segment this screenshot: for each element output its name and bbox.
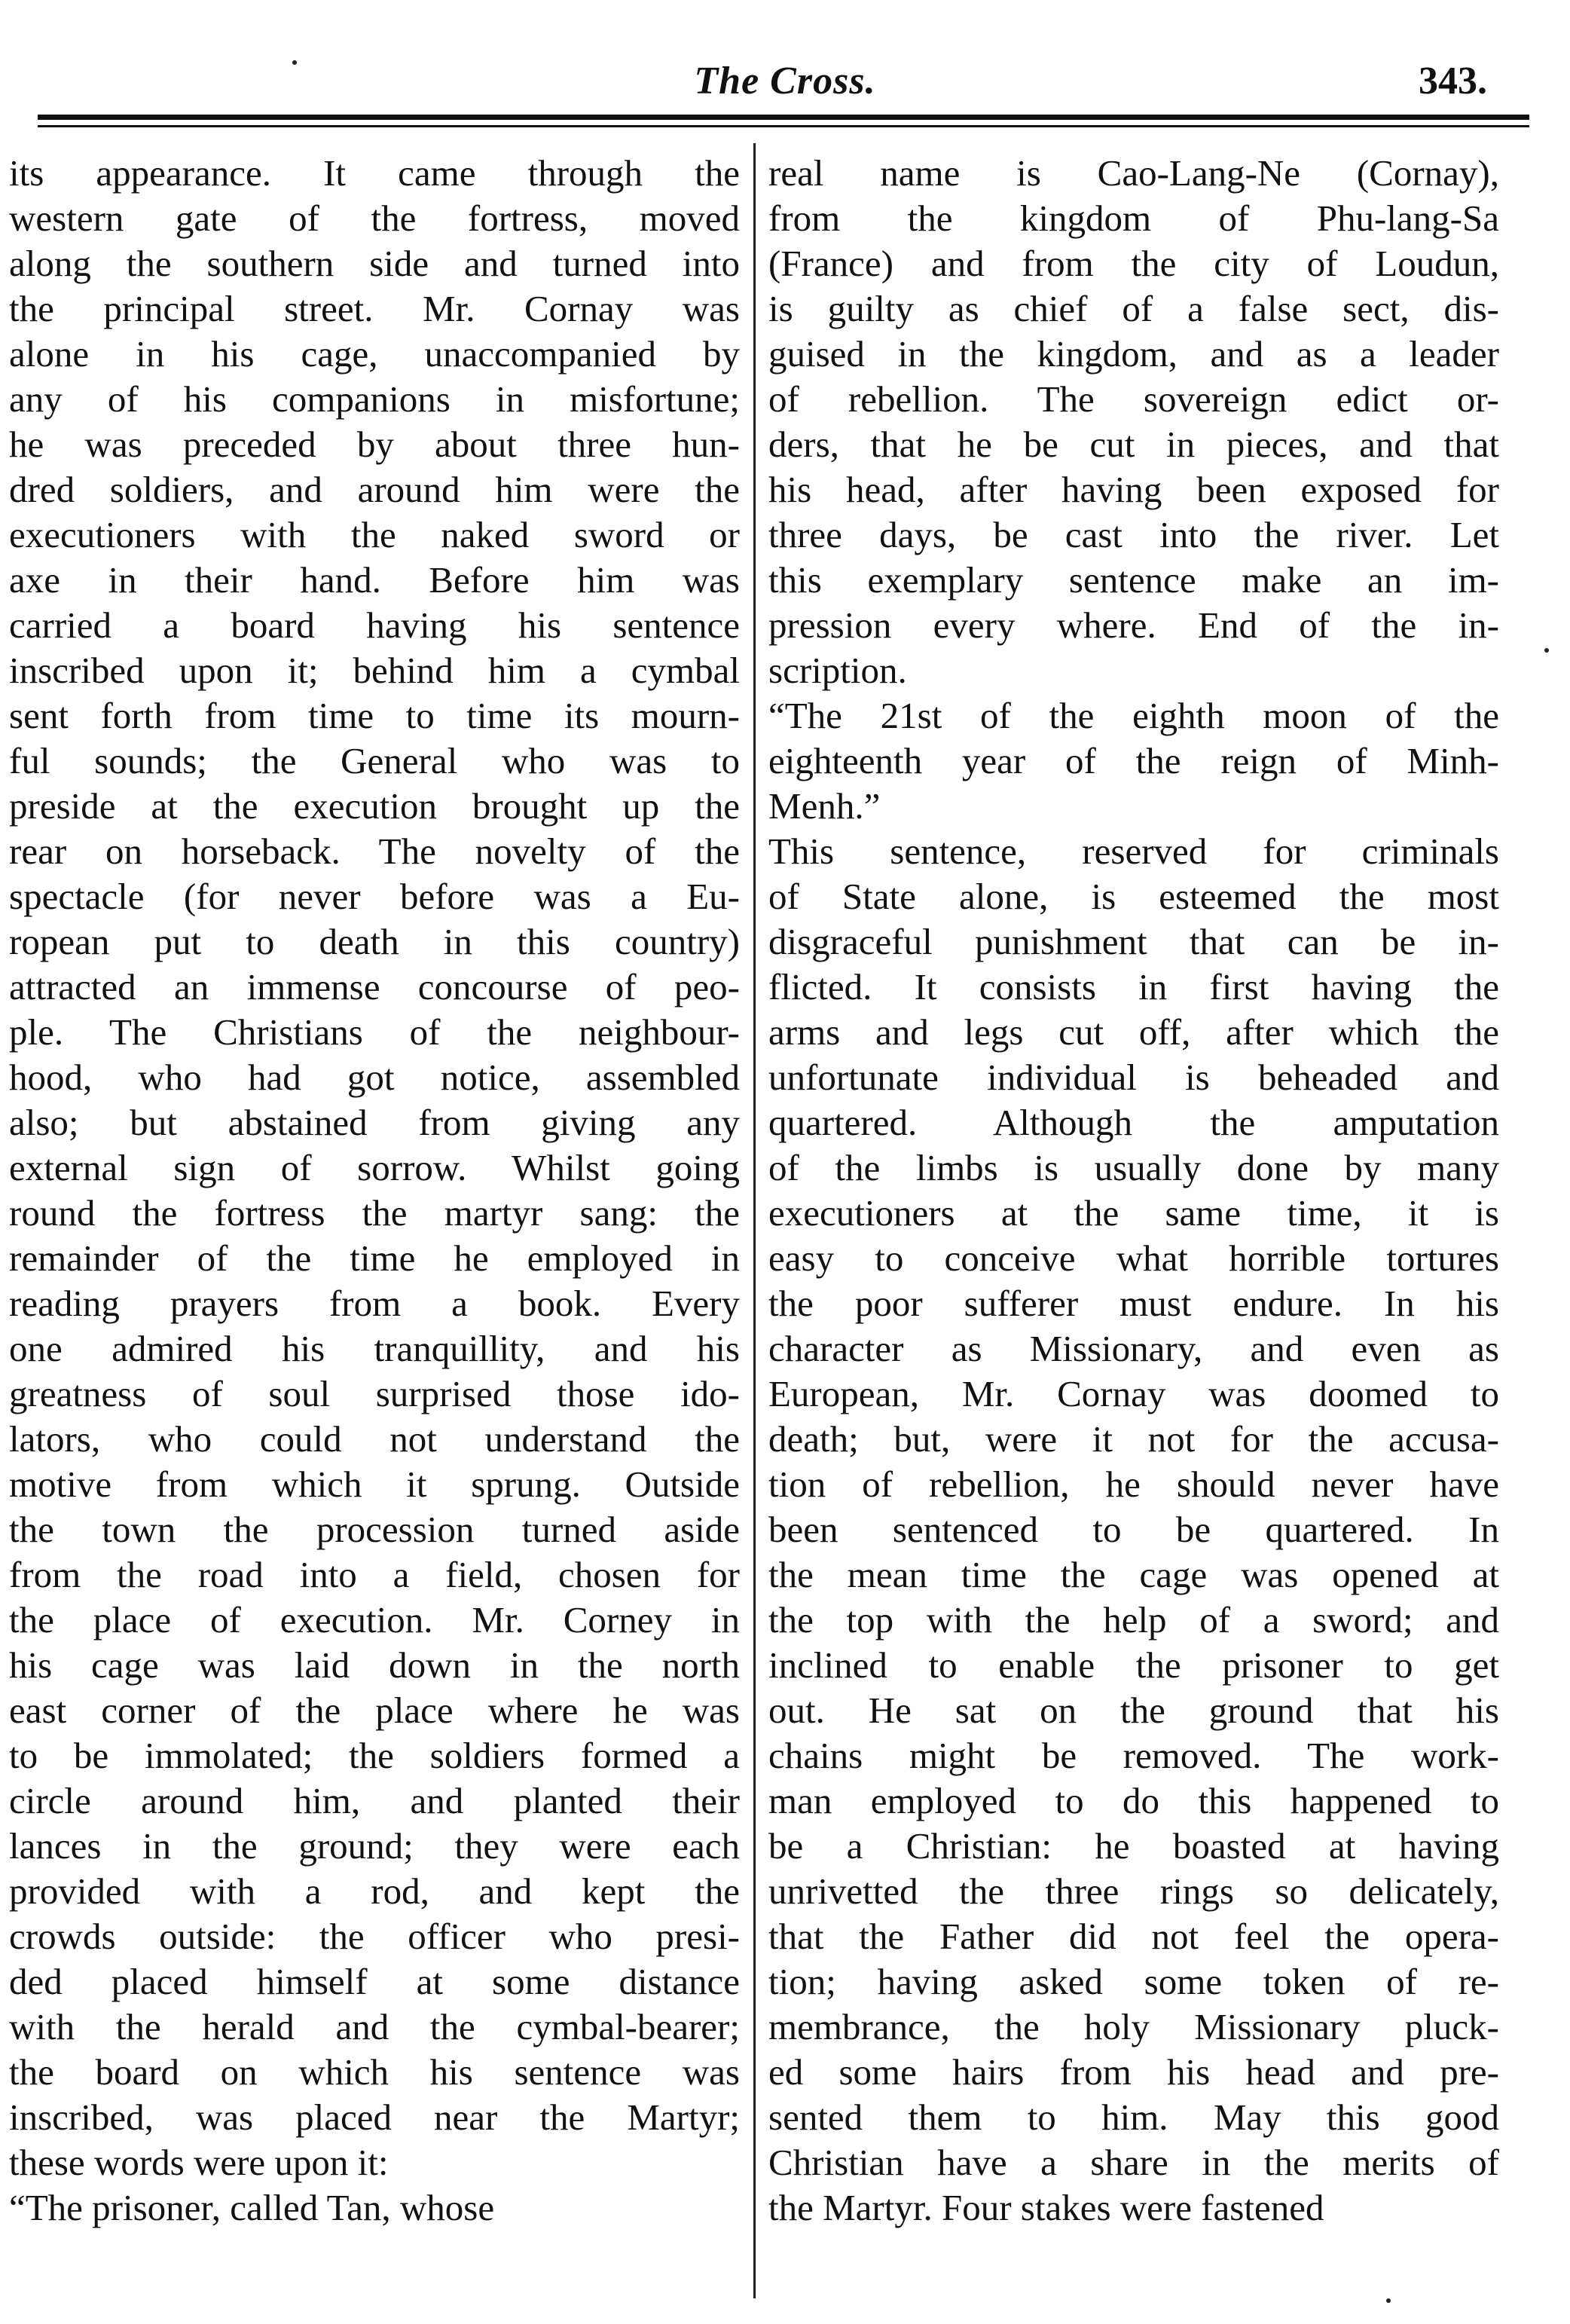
text-line: Christian have a share in the merits of bbox=[768, 2142, 1499, 2183]
text-line: the top with the help of a sword; and bbox=[768, 1599, 1499, 1641]
text-line: lators, who could not understand the bbox=[9, 1418, 740, 1460]
text-line: chains might be removed. The work- bbox=[768, 1735, 1499, 1776]
text-line: ful sounds; the General who was to bbox=[9, 740, 740, 781]
text-line: pression every where. End of the in- bbox=[768, 604, 1499, 646]
text-line: scription. bbox=[768, 650, 907, 691]
text-line: three days, be cast into the river. Let bbox=[768, 514, 1499, 555]
text-line: tion; having asked some token of re- bbox=[768, 1961, 1499, 2002]
text-line: is guilty as chief of a false sect, dis- bbox=[768, 288, 1499, 329]
text-line: hood, who had got notice, assembled bbox=[9, 1057, 740, 1098]
text-line: inclined to enable the prisoner to get bbox=[768, 1644, 1499, 1686]
text-line: any of his companions in misfortune; bbox=[9, 378, 740, 420]
right-text-column bbox=[768, 151, 1499, 2231]
text-line: this exemplary sentence make an im- bbox=[768, 559, 1499, 601]
text-line: reading prayers from a book. Every bbox=[9, 1283, 740, 1324]
text-line: of the limbs is usually done by many bbox=[768, 1147, 1499, 1188]
header-rule-thin bbox=[38, 125, 1529, 127]
column-divider bbox=[753, 143, 756, 2298]
text-line: character as Missionary, and even as bbox=[768, 1328, 1499, 1369]
text-line: circle around him, and planted their bbox=[9, 1780, 740, 1821]
page-number: 343. bbox=[1419, 60, 1487, 102]
text-line: ple. The Christians of the neighbour- bbox=[9, 1011, 740, 1053]
text-line: death; but, were it not for the accusa- bbox=[768, 1418, 1499, 1460]
text-line: ded placed himself at some distance bbox=[9, 1961, 740, 2002]
text-line: greatness of soul surprised those ido- bbox=[9, 1373, 740, 1414]
text-line: unrivetted the three rings so delicately, bbox=[768, 1870, 1499, 1912]
text-line: real name is Cao-Lang-Ne (Cornay), bbox=[768, 152, 1499, 194]
ink-speck bbox=[1544, 648, 1549, 653]
text-line: ders, that he be cut in pieces, and that bbox=[768, 424, 1499, 465]
text-line: spectacle (for never before was a Eu- bbox=[9, 876, 740, 917]
text-line: the town the procession turned aside bbox=[9, 1509, 740, 1550]
text-line: out. He sat on the ground that his bbox=[768, 1689, 1499, 1731]
text-line: along the southern side and turned into bbox=[9, 243, 740, 284]
text-line: European, Mr. Cornay was doomed to bbox=[768, 1373, 1499, 1414]
text-line: the Martyr. Four stakes were fastened bbox=[768, 2187, 1324, 2228]
text-line: the board on which his sentence was bbox=[9, 2051, 740, 2093]
running-title: The Cross. bbox=[694, 60, 876, 102]
text-line: provided with a rod, and kept the bbox=[9, 1870, 740, 1912]
text-line: be a Christian: he boasted at having bbox=[768, 1825, 1499, 1867]
text-line: from the road into a field, chosen for bbox=[9, 1554, 740, 1595]
text-line: the mean time the cage was opened at bbox=[768, 1554, 1499, 1595]
text-line: “The prisoner, called Tan, whose bbox=[9, 2187, 495, 2228]
text-line: from the kingdom of Phu-lang-Sa bbox=[768, 197, 1499, 239]
text-line: also; but abstained from giving any bbox=[9, 1102, 740, 1143]
text-line: the principal street. Mr. Cornay was bbox=[9, 288, 740, 329]
text-line: his head, after having been exposed for bbox=[768, 469, 1499, 510]
text-line: of rebellion. The sovereign edict or- bbox=[768, 378, 1499, 420]
text-line: flicted. It consists in first having the bbox=[768, 966, 1499, 1008]
text-line: membrance, the holy Missionary pluck- bbox=[768, 2006, 1499, 2047]
text-line: ed some hairs from his head and pre- bbox=[768, 2051, 1499, 2093]
text-line: sent forth from time to time its mourn- bbox=[9, 695, 740, 736]
header-rule-thick bbox=[38, 115, 1529, 120]
text-line: alone in his cage, unaccompanied by bbox=[9, 333, 740, 375]
text-line: the place of execution. Mr. Corney in bbox=[9, 1599, 740, 1641]
text-line: disgraceful punishment that can be in- bbox=[768, 921, 1499, 962]
text-line: he was preceded by about three hun- bbox=[9, 424, 740, 465]
text-line: sented them to him. May this good bbox=[768, 2096, 1499, 2138]
left-text-column bbox=[9, 151, 740, 2231]
text-line: lances in the ground; they were each bbox=[9, 1825, 740, 1867]
text-line: quartered. Although the amputation bbox=[768, 1102, 1499, 1143]
text-line: that the Father did not feel the opera- bbox=[768, 1916, 1499, 1957]
text-line: ropean put to death in this country) bbox=[9, 921, 740, 962]
text-line: round the fortress the martyr sang: the bbox=[9, 1192, 740, 1234]
text-line: Menh.” bbox=[768, 785, 881, 827]
text-line: preside at the execution brought up the bbox=[9, 785, 740, 827]
text-line: executioners with the naked sword or bbox=[9, 514, 740, 555]
text-line: dred soldiers, and around him were the bbox=[9, 469, 740, 510]
text-line: with the herald and the cymbal-bearer; bbox=[9, 2006, 740, 2047]
text-line: east corner of the place where he was bbox=[9, 1689, 740, 1731]
text-line: to be immolated; the soldiers formed a bbox=[9, 1735, 740, 1776]
text-line: its appearance. It came through the bbox=[9, 152, 740, 194]
text-line: crowds outside: the officer who presi- bbox=[9, 1916, 740, 1957]
text-line: (France) and from the city of Loudun, bbox=[768, 243, 1499, 284]
text-line: man employed to do this happened to bbox=[768, 1780, 1499, 1821]
text-line: easy to conceive what horrible tortures bbox=[768, 1237, 1499, 1279]
text-line: guised in the kingdom, and as a leader bbox=[768, 333, 1499, 375]
text-line: external sign of sorrow. Whilst going bbox=[9, 1147, 740, 1188]
text-line: executioners at the same time, it is bbox=[768, 1192, 1499, 1234]
text-line: his cage was laid down in the north bbox=[9, 1644, 740, 1686]
ink-speck bbox=[1386, 2298, 1391, 2303]
text-line: carried a board having his sentence bbox=[9, 604, 740, 646]
text-line: remainder of the time he employed in bbox=[9, 1237, 740, 1279]
text-line: “The 21st of the eighth moon of the bbox=[768, 695, 1499, 736]
text-line: the poor sufferer must endure. In his bbox=[768, 1283, 1499, 1324]
text-line: of State alone, is esteemed the most bbox=[768, 876, 1499, 917]
ink-speck bbox=[292, 60, 297, 65]
text-line: axe in their hand. Before him was bbox=[9, 559, 740, 601]
text-line: rear on horseback. The novelty of the bbox=[9, 830, 740, 872]
text-line: This sentence, reserved for criminals bbox=[768, 830, 1499, 872]
text-line: been sentenced to be quartered. In bbox=[768, 1509, 1499, 1550]
text-line: these words were upon it: bbox=[9, 2142, 389, 2183]
text-line: inscribed, was placed near the Martyr; bbox=[9, 2096, 740, 2138]
text-line: unfortunate individual is beheaded and bbox=[768, 1057, 1499, 1098]
text-line: inscribed upon it; behind him a cymbal bbox=[9, 650, 740, 691]
text-line: attracted an immense concourse of peo- bbox=[9, 966, 740, 1008]
page-header bbox=[0, 59, 1570, 112]
text-line: tion of rebellion, he should never have bbox=[768, 1463, 1499, 1505]
text-line: arms and legs cut off, after which the bbox=[768, 1011, 1499, 1053]
text-line: eighteenth year of the reign of Minh- bbox=[768, 740, 1499, 781]
text-line: western gate of the fortress, moved bbox=[9, 197, 740, 239]
text-line: motive from which it sprung. Outside bbox=[9, 1463, 740, 1505]
text-line: one admired his tranquillity, and his bbox=[9, 1328, 740, 1369]
